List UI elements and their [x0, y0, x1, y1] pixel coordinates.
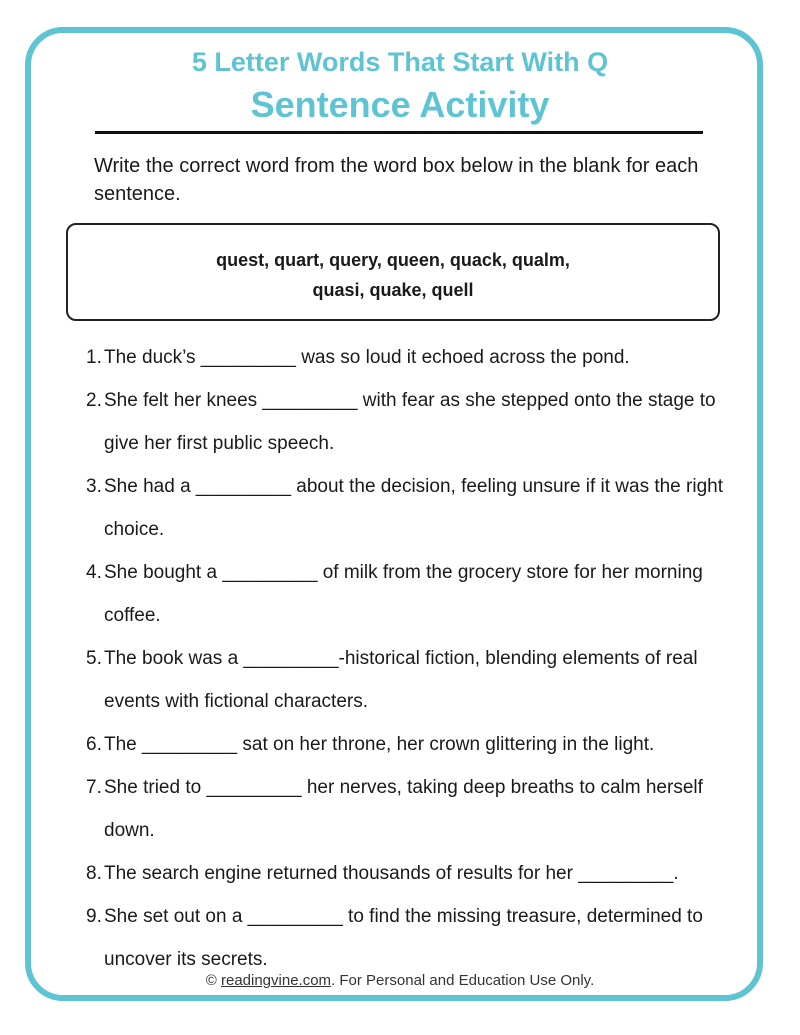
sentence-item: [80, 465, 730, 551]
sentence-item: [80, 379, 730, 465]
sentence-text: She felt her knees _________ with fear as she stepped onto the stage to give her first public speech.: [104, 390, 716, 454]
sentence-number: 1.: [86, 347, 102, 368]
sentence-text: She tried to _________ her nerves, taking deep breaths to calm herself down.: [104, 777, 703, 841]
footer-suffix: . For Personal and Education Use Only.: [331, 972, 595, 989]
sentence-item: [80, 551, 730, 637]
sentence-number: 9.: [86, 906, 102, 927]
page-title: 5 Letter Words That Start With Q: [191, 47, 609, 77]
sentence-number: 8.: [86, 863, 102, 884]
word-box-line: quasi, quake, quell: [312, 280, 474, 300]
sentence-list: [80, 336, 730, 981]
sentence-text: She had a _________ about the decision, feeling unsure if it was the right choice.: [104, 476, 723, 540]
footer-link[interactable]: readingvine.com: [220, 972, 332, 989]
sentence-number: 3.: [86, 476, 102, 497]
instructions: Write the correct word from the word box below in the blank for each sentence.: [94, 155, 699, 205]
word-box: [66, 223, 720, 321]
page-subtitle: Sentence Activity: [250, 84, 550, 125]
title-divider: [95, 131, 703, 134]
footer-prefix: ©: [205, 972, 221, 989]
sentence-item: [80, 766, 730, 852]
sentence-text: The search engine returned thousands of results for her _________.: [104, 863, 679, 884]
sentence-item: [80, 852, 730, 895]
footer: [0, 972, 800, 989]
sentence-text: The book was a _________-historical fiction, blending elements of real events with fictional characters.: [104, 648, 698, 712]
sentence-item: [80, 637, 730, 723]
sentence-number: 7.: [86, 777, 102, 798]
sentence-text: She set out on a _________ to find the missing treasure, determined to uncover its secrets.: [104, 906, 703, 970]
sentence-number: 2.: [86, 390, 102, 411]
sentence-text: The _________ sat on her throne, her crown glittering in the light.: [104, 734, 655, 755]
sentence-text: She bought a _________ of milk from the grocery store for her morning coffee.: [104, 562, 703, 626]
sentence-number: 6.: [86, 734, 102, 755]
sentence-item: [80, 723, 730, 766]
sentence-item: [80, 336, 730, 379]
sentence-item: [80, 895, 730, 981]
sentence-text: The duck’s _________ was so loud it echoed across the pond.: [104, 347, 630, 368]
sentence-number: 4.: [86, 562, 102, 583]
word-box-line: quest, quart, query, queen, quack, qualm,: [216, 250, 570, 270]
sentence-number: 5.: [86, 648, 102, 669]
